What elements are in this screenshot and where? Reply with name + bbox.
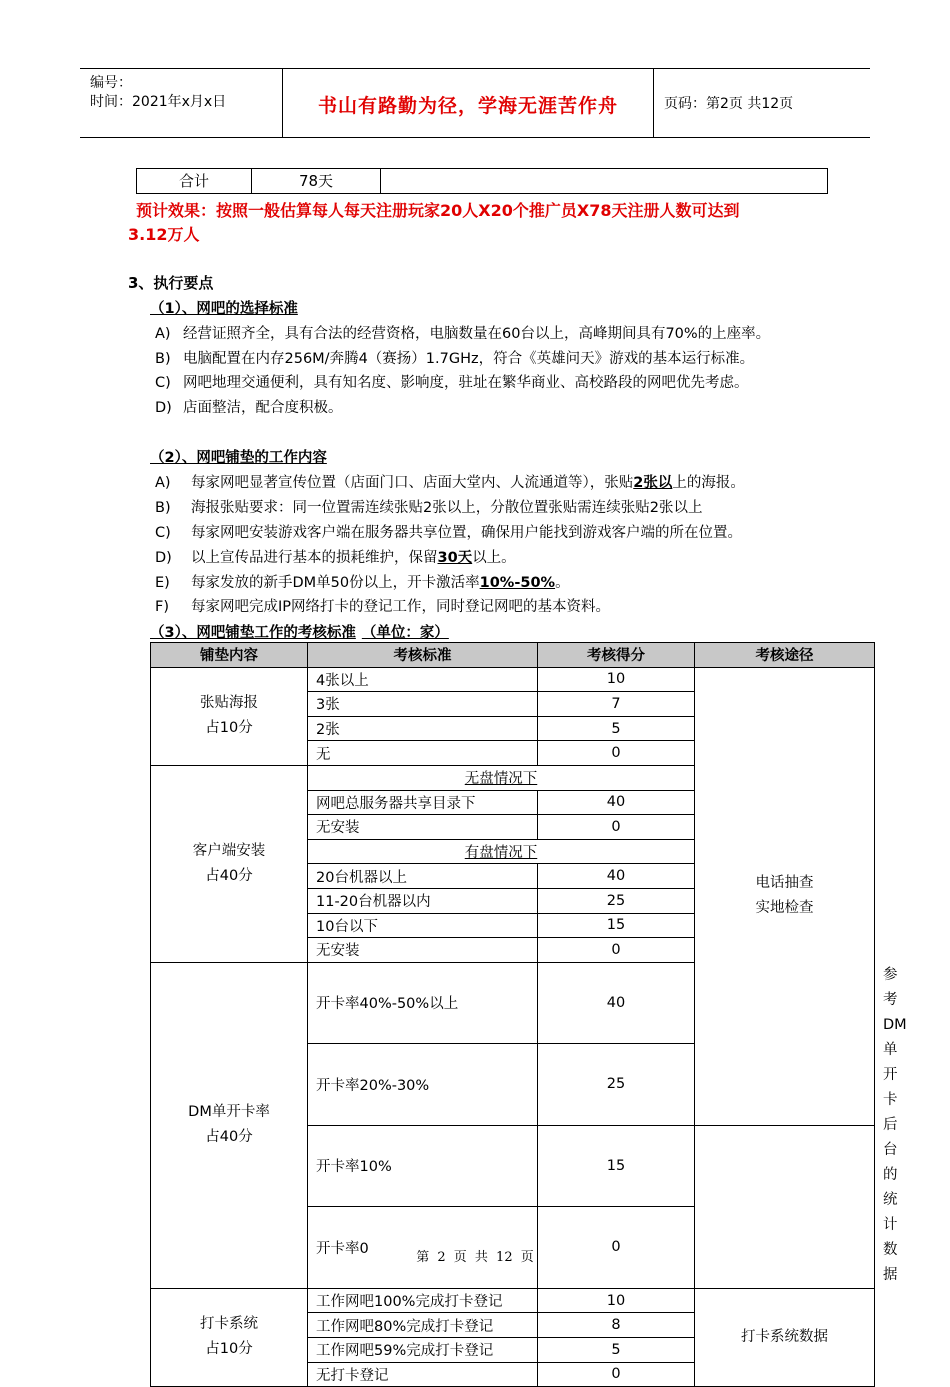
item-text: 经营证照齐全，具有合法的经营资格，电脑数量在60台以上，高峰期间具有70%的上座率。 (183, 326, 771, 342)
page-footer: 第 2 页 共 12 页 (416, 1250, 534, 1265)
standard-cell: 无安装 (308, 938, 538, 963)
standard-cell: 开卡率20%-30% (308, 1044, 538, 1126)
score-cell: 5 (538, 716, 695, 741)
criteria-item (155, 347, 754, 368)
subheading-disk: 有盘情况下 (308, 839, 695, 864)
table-row (151, 667, 875, 692)
item-text: 上的海报。 (672, 475, 745, 491)
score-cell: 25 (538, 1044, 695, 1126)
section-title: 3、执行要点 (128, 274, 214, 292)
work-item (155, 571, 570, 592)
score-cell: 0 (538, 741, 695, 766)
item-emphasis: 10%-50% (479, 575, 556, 591)
work-item (155, 496, 702, 517)
work-item (155, 471, 745, 492)
item-label: D) (155, 400, 172, 416)
score-cell: 0 (538, 1362, 695, 1387)
subsection-2-title: （2）、网吧铺垫的工作内容 (150, 450, 327, 466)
category-client (151, 765, 308, 962)
time-label: 时间：2021年x月x日 (90, 94, 227, 110)
criteria-item (155, 322, 770, 343)
item-label: B) (155, 500, 171, 516)
summary-value: 78天 (252, 169, 381, 193)
score-cell: 10 (538, 667, 695, 692)
standard-cell: 20台机器以上 (308, 864, 538, 889)
score-cell: 40 (538, 864, 695, 889)
motto: 书山有路勤为径，学海无涯苦作舟 (317, 95, 618, 117)
category-weight: 占40分 (205, 867, 253, 884)
standard-cell: 开卡率0 (308, 1207, 538, 1289)
method-line: 实地检查 (755, 900, 814, 917)
header-motto-cell (283, 69, 654, 137)
item-text: 每家发放的新手DM单50份以上，开卡激活率 (191, 575, 480, 591)
work-item (155, 595, 610, 616)
score-cell: 8 (538, 1313, 695, 1338)
item-label: A) (155, 475, 171, 491)
score-cell: 25 (538, 888, 695, 913)
category-dm (151, 962, 308, 1288)
standard-cell: 无打卡登记 (308, 1362, 538, 1387)
subsection-3-title-text: （3）、网吧铺垫工作的考核标准 (150, 625, 356, 641)
score-cell: 15 (538, 913, 695, 938)
column-header: 考核标准 (308, 643, 538, 668)
score-cell: 40 (538, 962, 695, 1044)
standard-cell: 3张 (308, 692, 538, 717)
item-text: 以上宣传品进行基本的损耗维护，保留 (191, 550, 438, 566)
standard-cell: 网吧总服务器共享目录下 (308, 790, 538, 815)
score-cell: 5 (538, 1337, 695, 1362)
header-page-cell (654, 69, 870, 137)
standard-cell: 工作网吧59%完成打卡登记 (308, 1337, 538, 1362)
summary-table (136, 168, 828, 194)
category-name: 客户端安装 (192, 842, 266, 859)
item-text: 每家网吧显著宣传位置（店面门口、店面大堂内、人流通道等），张贴 (191, 475, 634, 491)
criteria-item (155, 396, 343, 417)
item-emphasis: 2张以 (633, 475, 673, 491)
standard-cell: 10台以下 (308, 913, 538, 938)
subheading-no-disk: 无盘情况下 (308, 765, 695, 790)
score-cell: 0 (538, 1207, 695, 1289)
page-header (80, 68, 870, 138)
item-label: E) (155, 575, 170, 591)
item-label: A) (155, 326, 171, 342)
assessment-table (150, 642, 907, 1387)
table-row: DM单开卡率 占40分 开卡率40%-50%以上 40 参考DM单开卡后台 的统计数据 (151, 962, 875, 1044)
item-label: D) (155, 550, 172, 566)
work-item (155, 546, 516, 567)
subsection-3-title (150, 621, 449, 642)
item-text: 。 (555, 575, 570, 591)
item-label: B) (155, 351, 171, 367)
header-meta-cell (80, 69, 283, 137)
category-weight: 占10分 (205, 720, 253, 737)
column-header: 铺垫内容 (151, 643, 308, 668)
item-emphasis: 30天 (437, 550, 473, 566)
standard-cell: 开卡率40%-50%以上 (308, 962, 538, 1044)
item-text: 以上。 (472, 550, 516, 566)
column-header: 考核得分 (538, 643, 695, 668)
standard-cell: 11-20台机器以内 (308, 888, 538, 913)
item-label: C) (155, 375, 171, 391)
item-text: 电脑配置在内存256M/奔腾4（赛扬）1.7GHz，符合《英雄问天》游戏的基本运行标准。 (183, 351, 755, 367)
standard-cell: 2张 (308, 716, 538, 741)
category-name: 张贴海报 (200, 695, 258, 712)
criteria-item (155, 371, 749, 392)
item-text: 每家网吧完成IP网络打卡的登记工作，同时登记网吧的基本资料。 (191, 599, 611, 615)
standard-cell: 工作网吧100%完成打卡登记 (308, 1288, 538, 1313)
standard-cell: 工作网吧80%完成打卡登记 (308, 1313, 538, 1338)
page-number: 页码：第2页 共12页 (664, 96, 794, 112)
score-cell: 15 (538, 1125, 695, 1207)
score-cell: 40 (538, 790, 695, 815)
number-label: 编号： (90, 75, 132, 91)
standard-cell: 无 (308, 741, 538, 766)
method-phone-onsite (695, 667, 875, 1125)
table-row (151, 1288, 875, 1313)
item-label: C) (155, 525, 171, 541)
score-cell: 0 (538, 938, 695, 963)
item-text: 每家网吧安装游戏客户端在服务器共享位置，确保用户能找到游戏客户端的所在位置。 (191, 525, 742, 541)
standard-cell: 4张以上 (308, 667, 538, 692)
item-label: F) (155, 599, 169, 615)
item-text: 网吧地理交通便利，具有知名度、影响度，驻址在繁华商业、高校路段的网吧优先考虑。 (183, 375, 749, 391)
category-name: 打卡系统 (200, 1316, 258, 1333)
summary-label: 合计 (137, 169, 252, 193)
category-name: DM单开卡率 (188, 1104, 270, 1121)
method-line: 电话抽查 (755, 875, 814, 892)
item-text: 店面整洁，配合度积极。 (183, 400, 343, 416)
standard-cell: 无安装 (308, 815, 538, 840)
standard-cell: 开卡率10% (308, 1125, 538, 1207)
column-header: 考核途径 (695, 643, 875, 668)
forecast-line-2: 3.12万人 (128, 225, 200, 244)
subsection-1-title: （1）、网吧的选择标准 (150, 301, 298, 317)
score-cell: 0 (538, 815, 695, 840)
category-weight: 占10分 (205, 1341, 253, 1358)
subsection-3-unit: （单位：家） (361, 625, 449, 641)
method-checkin: 打卡系统数据 (695, 1288, 875, 1386)
forecast-line-1: 预计效果：按照一般估算每人每天注册玩家20人X20个推广员X78天注册人数可达到 (136, 201, 740, 220)
category-weight: 占40分 (205, 1129, 253, 1146)
score-cell: 7 (538, 692, 695, 717)
score-cell: 10 (538, 1288, 695, 1313)
work-item (155, 521, 742, 542)
category-poster (151, 667, 308, 765)
category-checkin (151, 1288, 308, 1386)
item-text: 海报张贴要求：同一位置需连续张贴2张以上，分散位置张贴需连续张贴2张以上 (191, 500, 703, 516)
table-header-row (151, 643, 875, 668)
